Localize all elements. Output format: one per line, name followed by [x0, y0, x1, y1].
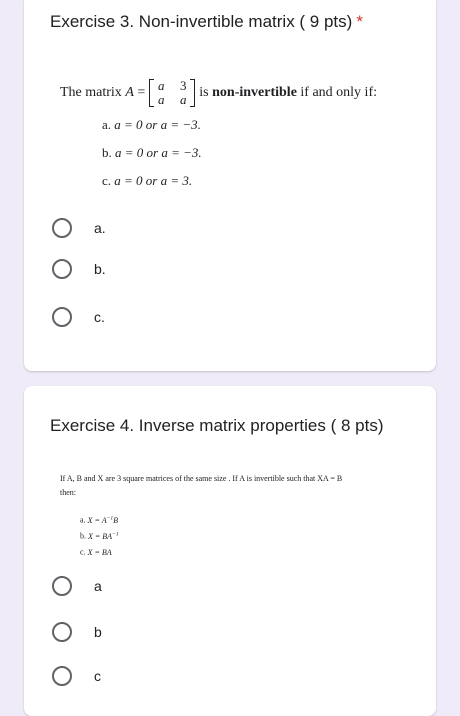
sub-option-list	[102, 117, 202, 201]
sub-option-expression: a = 0 or a = −3.	[114, 117, 201, 132]
statement-is: is	[199, 85, 209, 100]
matrix-cell: 3	[180, 78, 187, 93]
radio-option-label: c.	[94, 309, 105, 325]
sub-option-exponent: −1	[112, 531, 119, 537]
sub-option-letter: b.	[80, 531, 86, 541]
equals-sign: =	[137, 85, 146, 100]
radio-unchecked-icon[interactable]	[52, 622, 72, 642]
radio-unchecked-icon[interactable]	[52, 218, 72, 238]
sub-option-letter: c.	[102, 173, 112, 188]
sub-option-letter: c.	[80, 547, 86, 557]
matrix-cell: a	[158, 78, 165, 93]
radio-option-label: b.	[94, 261, 106, 277]
sub-option-letter: a.	[102, 117, 112, 132]
sub-option	[102, 173, 202, 201]
statement-line: then:	[60, 488, 76, 497]
statement-bold: non-invertible	[212, 85, 297, 100]
radio-option-b[interactable]	[52, 259, 106, 279]
radio-unchecked-icon[interactable]	[52, 576, 72, 596]
question-card-exercise-3	[24, 0, 436, 371]
radio-unchecked-icon[interactable]	[52, 666, 72, 686]
radio-unchecked-icon[interactable]	[52, 307, 72, 327]
sub-option	[102, 117, 202, 145]
statement-suffix: if and only if:	[300, 85, 378, 100]
question-statement	[60, 472, 410, 500]
sub-option-expression: a = 0 or a = 3.	[114, 173, 193, 188]
radio-unchecked-icon[interactable]	[52, 259, 72, 279]
statement-prefix: The matrix	[60, 85, 122, 100]
radio-option-label: b	[94, 624, 102, 640]
sub-option-letter: b.	[102, 145, 112, 160]
sub-option-expression: X = BA	[87, 547, 112, 557]
radio-option-b[interactable]	[52, 622, 102, 642]
matrix-cell: a	[158, 92, 165, 107]
question-card-exercise-4	[24, 386, 436, 716]
question-statement	[60, 78, 377, 108]
radio-option-c[interactable]	[52, 666, 101, 686]
radio-option-label: a	[94, 578, 102, 594]
matrix	[149, 78, 195, 108]
sub-option-list	[80, 513, 119, 561]
required-asterisk: *	[356, 12, 363, 31]
question-title	[50, 12, 363, 32]
sub-option	[80, 513, 119, 529]
statement-line: If A, B and X are 3 square matrices of the same size . If A is invertible such that XA = B	[60, 474, 343, 483]
sub-option	[102, 145, 202, 173]
radio-option-a[interactable]	[52, 218, 106, 238]
sub-option-exponent: −1	[106, 515, 114, 521]
radio-option-c[interactable]	[52, 307, 105, 327]
radio-option-label: c	[94, 668, 101, 684]
sub-option-expression: X = BA	[88, 531, 113, 541]
question-title	[50, 416, 384, 436]
sub-option-expression: a = 0 or a = −3.	[115, 145, 202, 160]
radio-option-label: a.	[94, 220, 106, 236]
sub-option-letter: a.	[80, 515, 86, 525]
radio-option-a[interactable]	[52, 576, 102, 596]
question-title-text: Exercise 3. Non-invertible matrix ( 9 pts)	[50, 12, 353, 31]
sub-option-expression-tail: B	[113, 515, 119, 525]
sub-option	[80, 545, 119, 561]
matrix-name: A	[125, 85, 134, 100]
question-title-text: Exercise 4. Inverse matrix properties ( 8 pts)	[50, 416, 384, 435]
sub-option-expression: X = A	[87, 515, 107, 525]
matrix-cell: a	[180, 92, 187, 107]
sub-option	[80, 529, 119, 545]
